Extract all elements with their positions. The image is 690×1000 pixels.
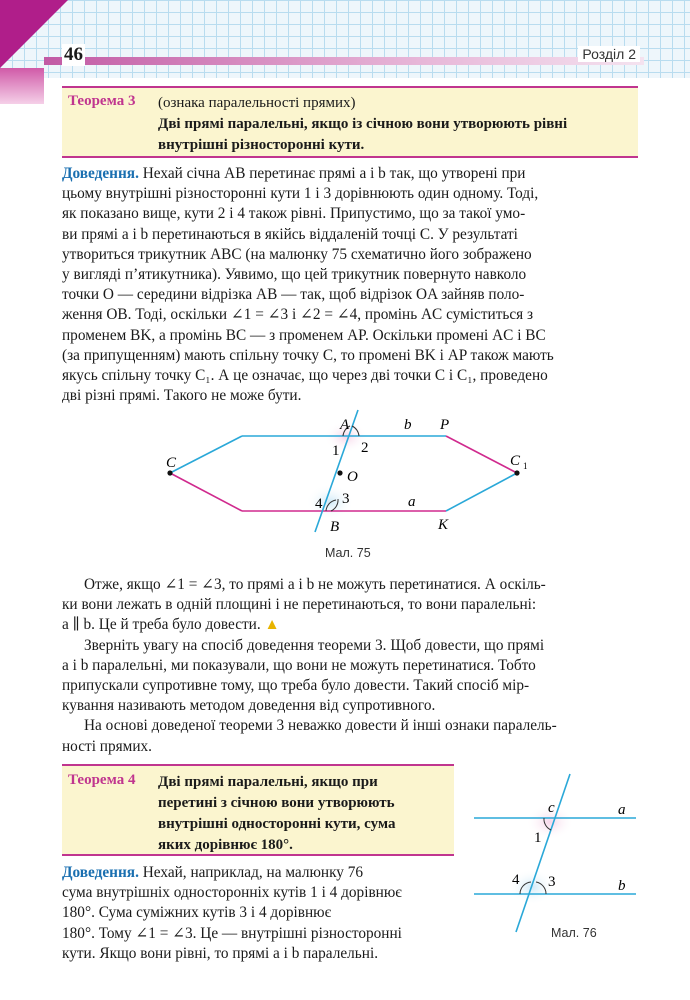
grid-background [0,0,690,78]
proof-line: 180°. Сума суміжних кутів 3 і 4 дорівнює [62,904,332,922]
proof-line: цьому внутрішні різносторонні кути 1 і 3 дорівнюють один одному. Тоді, [62,185,539,203]
label-angle-1: 1 [534,830,542,846]
theorem-3-box [62,86,638,158]
label-b: b [618,878,626,894]
proof-label: Доведення. [62,864,139,881]
proof-line: якусь спільну точку C₁. А це означає, що через дві точки C і C₁, проведено [62,367,548,385]
proof-line: Доведення. Нехай, наприклад, на малюнку 76 [62,864,364,881]
proof-line: ження OB. Тоді, оскільки ∠1 = ∠3 і ∠2 = ∠4, промінь AC суміститься з [62,306,534,324]
theorem-3-line: внутрішні різносторонні кути. [158,137,365,153]
theorem-4-line: внутрішні односторонні кути, сума [158,816,396,832]
segment-PC1 [446,436,517,473]
proof-line: променем BK, а промінь BC — з променем AP. Оскільки промені AC і BC [62,326,546,344]
body-line: ності прямих. [62,737,152,755]
theorem-3-text [158,93,634,156]
label-b: b [404,417,412,433]
point-O [337,470,342,475]
segment-CA [170,436,242,473]
section-title: Розділ 2 [578,46,640,62]
label-angle-4: 4 [315,496,323,512]
label-O: O [347,469,358,485]
proof-line: ви прямі a і b перетинаються в якійсь віддаленій точці C. У результаті [62,225,518,243]
segment-CB [170,473,242,511]
figure-76-caption: Мал. 76 [551,926,597,940]
proof-line: утвориться трикутник ABC (на малюнку 75 схематично його зображено [62,245,532,263]
proof-line: Доведення. Нехай січна AB перетинає прямі a і b так, що утворені при [62,165,526,182]
proof-line: як показано вище, кути 2 і 4 також рівні. Припустимо, що за такої умо- [62,205,526,223]
figure-76 [470,770,640,940]
theorem-3-label: Теорема 3 [68,93,136,109]
label-B: B [330,519,340,535]
body-line: кування називають методом доведення від супротивного. [62,697,436,715]
label-angle-1: 1 [332,443,340,459]
theorem-4-text [158,772,450,856]
body-line: Зверніть увагу на спосіб доведення теореми 3. Щоб довести, що прямі [84,636,545,654]
theorem-4-line: яких дорівнює 180°. [158,837,293,853]
theorem-3-line: Дві прямі паралельні, якщо із січною вони утворюють рівні [158,116,568,132]
point-C1 [514,470,519,475]
proof-line: дві різні прямі. Такого не може бути. [62,387,302,405]
label-C1: C [510,453,521,469]
proof-3 [62,164,638,406]
corner-gradient [0,68,44,104]
label-a: a [408,494,416,510]
proof-line: кути. Якщо вони рівні, то прямі a і b паралельні. [62,944,379,962]
proof-4 [62,863,460,964]
body-line: На основі доведеної теореми 3 неважко довести й інші ознаки паралель- [84,717,557,735]
label-angle-4: 4 [512,872,520,888]
body-line: ки вони лежать в одній площині і не перетинаються, то вони паралельні: [62,596,537,614]
label-angle-2: 2 [361,440,369,456]
page-number: 46 [64,44,83,65]
segment-KC1 [446,473,517,511]
end-of-proof-icon: ▲ [264,616,280,634]
theorem-4-line: Дві прямі паралельні, якщо при [158,774,378,790]
header-band [44,57,644,65]
proof-line: у вигляді п’ятикутника). Уявимо, що цей трикутник повернуто навколо [62,266,527,284]
proof-line: точки O — середини відрізка AB — так, щоб відрізок OA зайняв поло- [62,286,525,304]
label-c: c [548,800,555,816]
proof-line: сума внутрішніх односторонніх кутів 1 і 4 дорівнює [62,884,402,902]
theorem-4-box [62,764,454,856]
secant-c [516,774,570,932]
theorem-3-note: (ознака паралельності прямих) [158,95,356,111]
point-C [167,470,172,475]
proof-label: Доведення. [62,165,139,182]
body-line: a і b паралельні, ми показували, що вони не можуть перетинатися. Тобто [62,656,536,674]
label-angle-3: 3 [548,874,556,890]
body-text [62,575,638,757]
theorem-4-label: Теорема 4 [68,772,136,788]
label-K: K [438,517,449,533]
body-line: Отже, якщо ∠1 = ∠3, то прямі a і b не можуть перетинатися. А оскіль- [84,576,546,593]
body-line: припускали супротивне тому, що треба було довести. Такий спосіб мір- [62,677,530,695]
proof-line: 180°. Тому ∠1 = ∠3. Це — внутрішні різносторонні [62,924,402,942]
label-C: C [166,455,177,471]
theorem-4-line: перетині з січною вони утворюють [158,795,395,811]
label-P: P [440,417,450,433]
label-angle-3: 3 [342,491,350,507]
figure-75-caption: Мал. 75 [325,546,371,560]
body-line: a ∥ b. Це й треба було довести. ▲ [62,616,280,634]
proof-line: (за припущенням) мають спільну точку C, то промені BK і AP також мають [62,346,554,364]
label-a: a [618,802,626,818]
label-C1-sub: 1 [523,461,528,471]
figure-75 [150,405,540,535]
label-A: A [340,417,350,433]
